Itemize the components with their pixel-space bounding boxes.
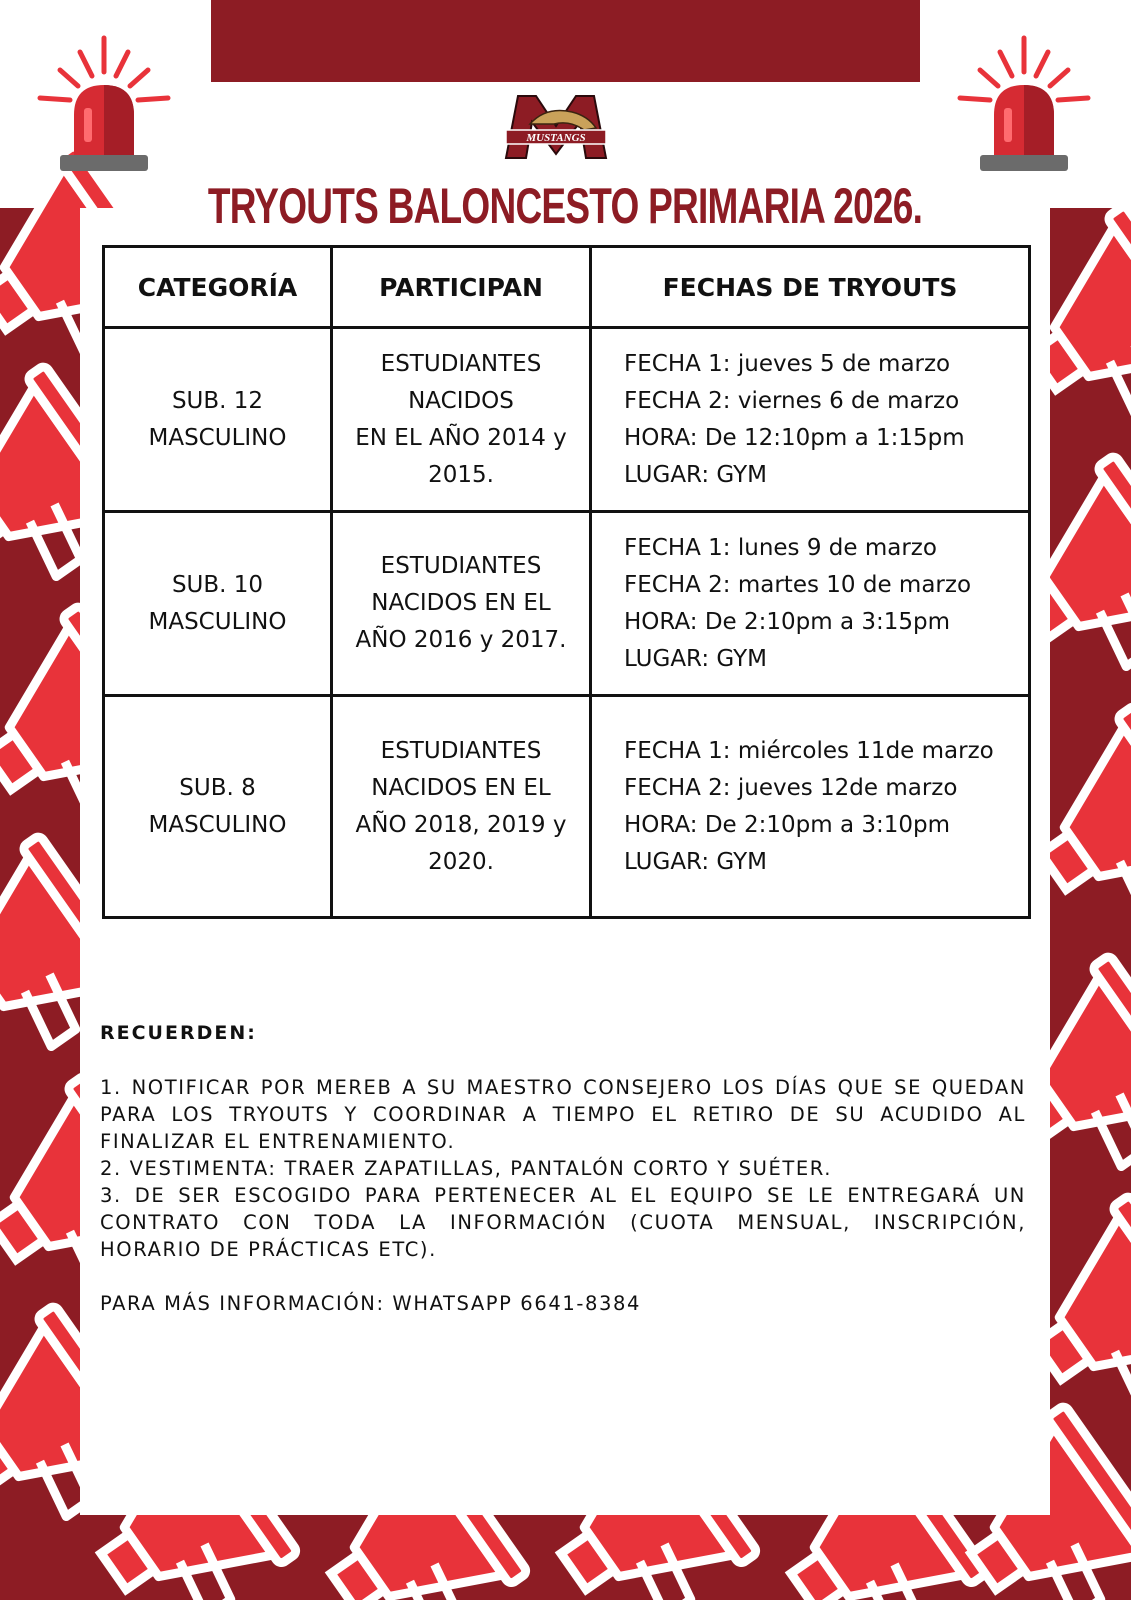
date-line: FECHA 1: lunes 9 de marzo xyxy=(624,534,937,561)
header-category: CATEGORÍA xyxy=(104,247,332,328)
contact-info: PARA MÁS INFORMACIÓN: WHATSAPP 6641-8384 xyxy=(100,1292,641,1315)
category-cell xyxy=(104,328,332,512)
header-dates: FECHAS DE TRYOUTS xyxy=(591,247,1030,328)
reminder-item: 1. NOTIFICAR POR MEREB A SU MAESTRO CONSEJERO LOS DÍAS QUE SE QUEDAN PARA LOS TRYOUTS Y COORDINAR A TIEMPO EL RETIRO DE SU ACUDIDO AL FINALIZAR EL ENTRENAMIENTO. xyxy=(100,1076,1026,1153)
siren-icon xyxy=(32,30,182,180)
reminder-item: 3. DE SER ESCOGIDO PARA PERTENECER AL EL EQUIPO SE LE ENTREGARÁ UN CONTRATO CON TODA LA INFORMACIÓN (CUOTA MENSUAL, INSCRIPCIÓN, HORARIO DE PRÁCTICAS ETC). xyxy=(100,1184,1026,1261)
participants-line: ESTUDIANTES xyxy=(380,350,542,377)
category-line: SUB. 12 xyxy=(171,387,264,414)
header-participants: PARTICIPAN xyxy=(332,247,591,328)
date-line: FECHA 2: martes 10 de marzo xyxy=(624,571,972,598)
participants-line: ESTUDIANTES xyxy=(380,553,542,579)
date-line: HORA: De 12:10pm a 1:15pm xyxy=(624,424,965,451)
date-line: FECHA 2: jueves 12de marzo xyxy=(624,774,958,801)
participants-line: EN EL AÑO 2014 y xyxy=(355,424,567,451)
tryouts-table xyxy=(102,245,1031,919)
reminders-section xyxy=(100,1022,1026,1337)
date-line: HORA: De 2:10pm a 3:10pm xyxy=(624,811,951,838)
date-line: LUGAR: GYM xyxy=(624,461,767,488)
table-row xyxy=(104,696,1030,918)
participants-line: NACIDOS EN EL xyxy=(371,590,551,616)
table-row xyxy=(104,512,1030,696)
table-header-row xyxy=(104,247,1030,328)
reminders-title: RECUERDEN: xyxy=(100,1022,257,1044)
participants-line: AÑO 2016 y 2017. xyxy=(355,627,567,653)
participants-line: NACIDOS EN EL xyxy=(371,774,551,801)
date-line: HORA: De 2:10pm a 3:15pm xyxy=(624,608,951,635)
participants-cell xyxy=(332,696,591,918)
reminder-item: 2. VESTIMENTA: TRAER ZAPATILLAS, PANTALÓN CORTO Y SUÉTER. xyxy=(100,1157,833,1180)
participants-line: ESTUDIANTES xyxy=(380,737,542,764)
date-line: LUGAR: GYM xyxy=(624,645,767,672)
category-line: MASCULINO xyxy=(148,608,287,635)
category-line: SUB. 8 xyxy=(179,774,256,801)
category-cell xyxy=(104,696,332,918)
dates-cell xyxy=(591,696,1030,918)
date-line: FECHA 2: viernes 6 de marzo xyxy=(624,387,960,414)
date-line: FECHA 1: miércoles 11de marzo xyxy=(624,737,994,764)
dates-cell xyxy=(591,328,1030,512)
participants-line: 2020. xyxy=(428,848,494,875)
date-line: LUGAR: GYM xyxy=(624,848,767,875)
dates-cell xyxy=(591,512,1030,696)
participants-line: AÑO 2018, 2019 y xyxy=(355,811,567,838)
participants-line: NACIDOS xyxy=(408,387,514,414)
top-banner-bar xyxy=(211,0,920,82)
date-line: FECHA 1: jueves 5 de marzo xyxy=(624,350,951,377)
participants-cell xyxy=(332,328,591,512)
table-row xyxy=(104,328,1030,512)
page-title: TRYOUTS BALONCESTO PRIMARIA 2026. xyxy=(207,178,923,234)
category-line: MASCULINO xyxy=(148,424,287,451)
participants-cell xyxy=(332,512,591,696)
mustangs-logo xyxy=(500,92,612,162)
category-line: SUB. 10 xyxy=(171,571,264,598)
category-line: MASCULINO xyxy=(148,811,287,838)
siren-icon xyxy=(952,30,1102,180)
category-cell xyxy=(104,512,332,696)
participants-line: 2015. xyxy=(428,461,494,488)
logo-text: MUSTANGS xyxy=(526,132,586,144)
